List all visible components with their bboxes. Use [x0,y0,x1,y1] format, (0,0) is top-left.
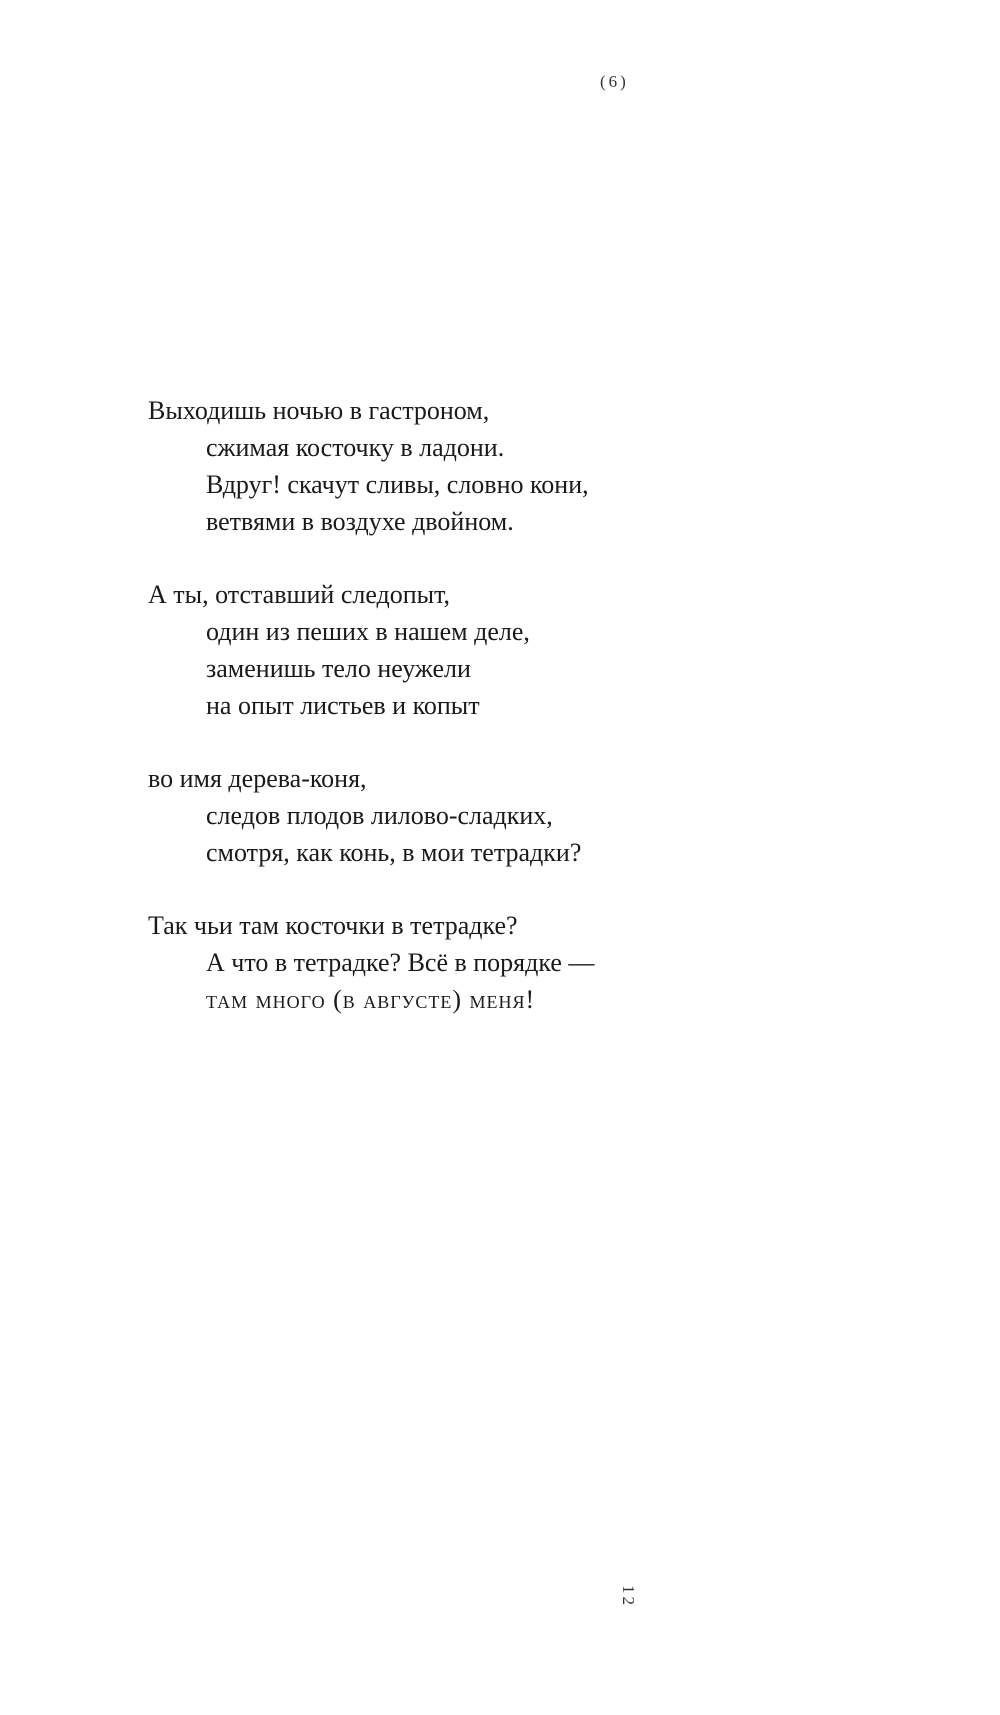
poem-line: А что в тетрадке? Всё в порядке — [206,948,595,977]
stanza-2 [148,576,594,724]
poem-line: Вдруг! скачут сливы, словно кони, [206,470,589,499]
stanza-4 [148,907,594,1018]
poem-line: заменишь тело неужели [206,654,471,683]
poem-line: следов плодов лилово-сладких, [206,801,553,830]
poem-body [148,392,594,1054]
stanza-3 [148,760,594,871]
poem-line: ветвями в воздухе двойном. [206,507,514,536]
poem-line: во имя дерева-коня, [148,764,367,793]
poem-line: Выходишь ночью в гастроном, [148,396,490,425]
page-number: 12 [619,1585,638,1608]
poem-number: (6) [600,72,629,91]
poem-line: Так чьи там косточки в тетрадке? [148,911,518,940]
stanza-1 [148,392,594,540]
poem-line: сжимая косточку в ладони. [206,433,505,462]
poem-line: на опыт листьев и копыт [206,691,480,720]
poem-line-smallcaps: там много (в августе) меня! [206,985,536,1014]
poem-line: один из пеших в нашем деле, [206,617,530,646]
poem-line: А ты, отставший следопыт, [148,580,451,609]
poem-line: смотря, как конь, в мои тетрадки? [206,838,582,867]
